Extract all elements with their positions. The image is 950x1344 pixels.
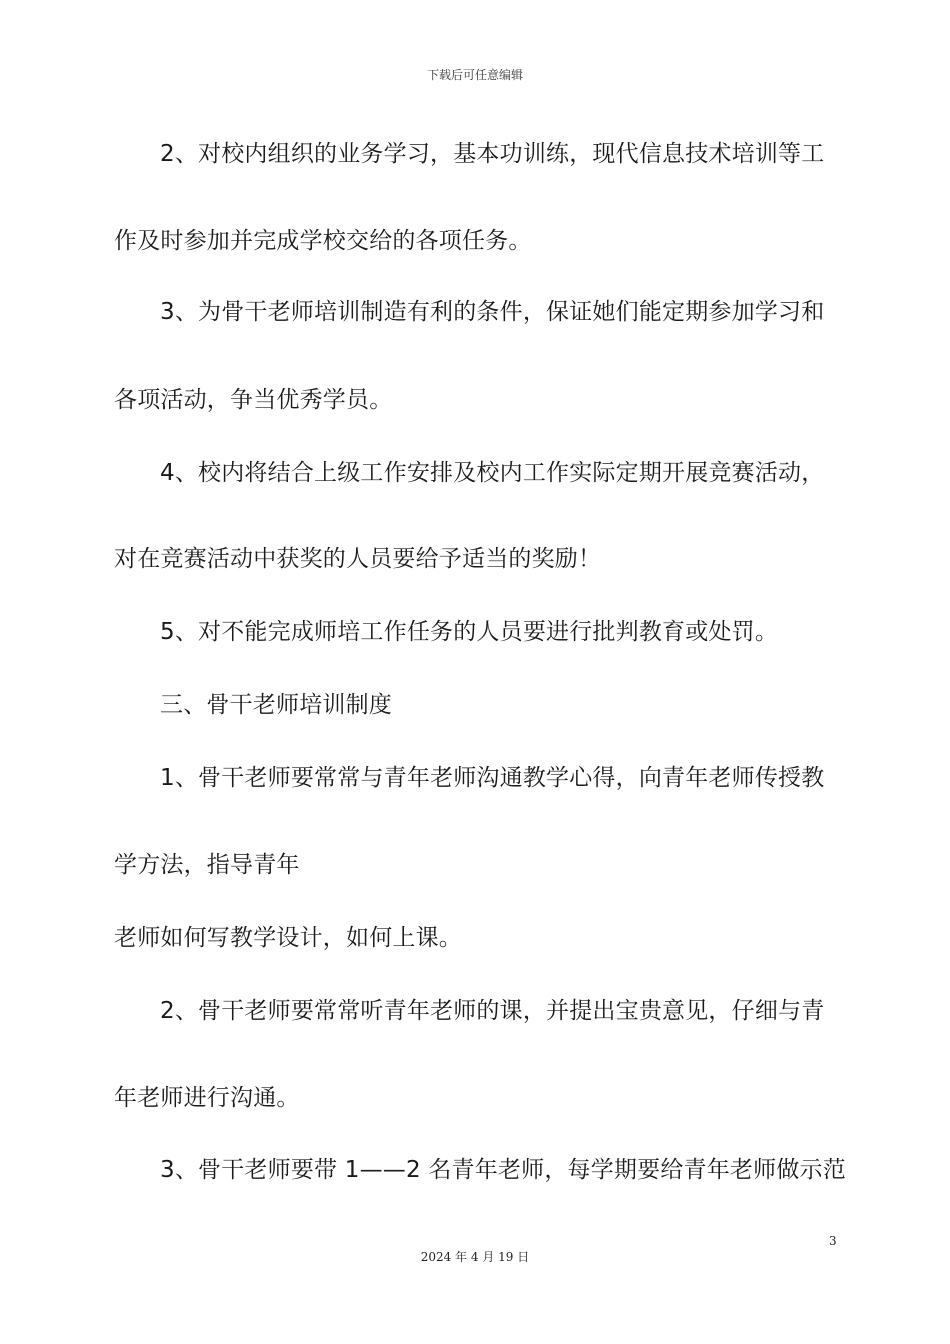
page-header: 下载后可任意编辑 — [426, 68, 523, 82]
paragraph-line: 各项活动，争当优秀学员。 — [114, 387, 393, 413]
paragraph-line: 对在竞赛活动中获奖的人员要给予适当的奖励！ — [114, 546, 602, 572]
page-number: 3 — [829, 1234, 837, 1248]
footer-date: 2024 年 4 月 19 日 — [420, 1250, 530, 1264]
paragraph-line: 5、对不能完成师培工作任务的人员要进行批判教育或处罚。 — [160, 619, 779, 645]
section-heading: 三、骨干老师培训制度 — [160, 692, 392, 718]
paragraph-line: 学方法，指导青年 — [114, 852, 300, 878]
paragraph-line: 2、骨干老师要常常听青年老师的课，并提出宝贵意见，仔细与青 — [160, 998, 825, 1024]
paragraph-line: 作及时参加并完成学校交给的各项任务。 — [114, 228, 532, 254]
paragraph-line: 1、骨干老师要常常与青年老师沟通教学心得，向青年老师传授教 — [160, 765, 825, 791]
paragraph-line: 年老师进行沟通。 — [114, 1085, 300, 1111]
paragraph-line: 老师如何写教学设计，如何上课。 — [114, 925, 462, 951]
paragraph-line: 4、校内将结合上级工作安排及校内工作实际定期开展竞赛活动， — [160, 460, 825, 486]
paragraph-line: 3、骨干老师要带 1——2 名青年老师，每学期要给青年老师做示范 — [160, 1157, 846, 1183]
paragraph-line: 2、对校内组织的业务学习，基本功训练，现代信息技术培训等工 — [160, 141, 825, 167]
paragraph-line: 3、为骨干老师培训制造有利的条件，保证她们能定期参加学习和 — [160, 299, 825, 325]
